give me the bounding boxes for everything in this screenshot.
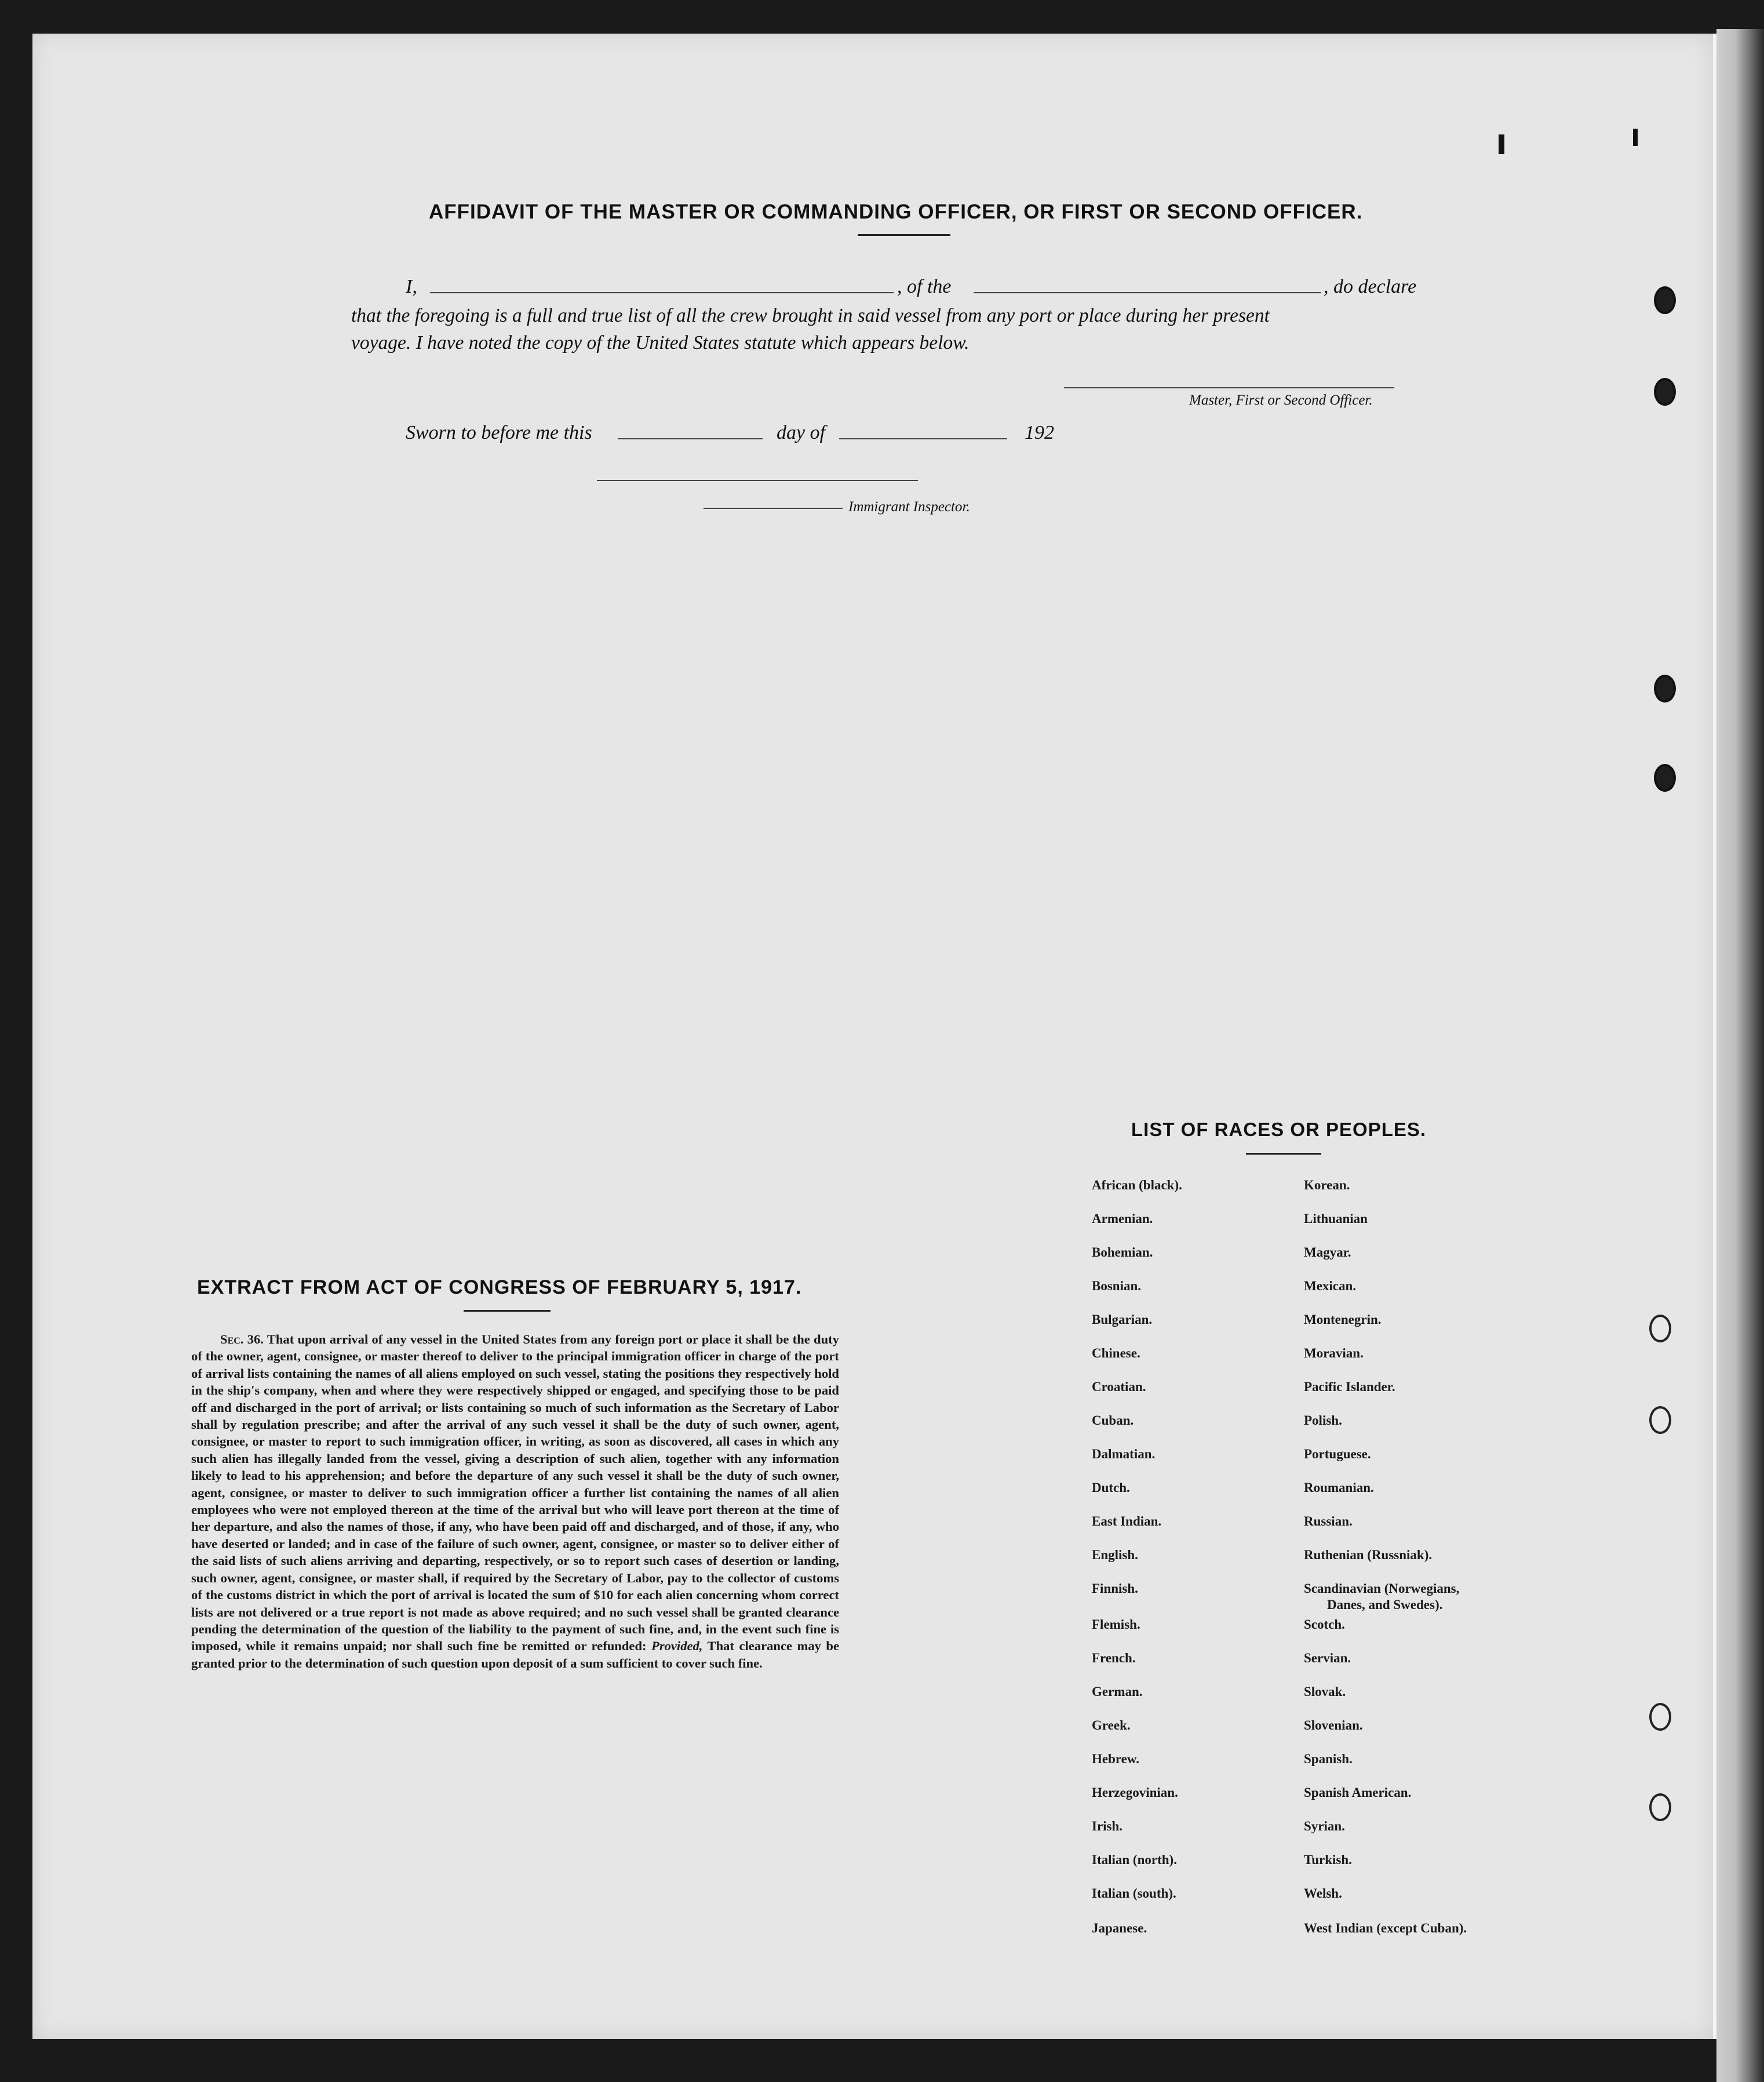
race-item: Lithuanian (1304, 1211, 1368, 1226)
race-item: Danes, and Swedes). (1327, 1597, 1443, 1612)
affidavit-line-3: voyage. I have noted the copy of the United States statute which appears below. (351, 332, 970, 354)
ink-mark (1499, 134, 1504, 154)
sworn-day-field[interactable] (618, 438, 763, 439)
provided-label: Provided, (651, 1639, 703, 1654)
punch-hole (1649, 1406, 1671, 1434)
punch-hole (1649, 1315, 1671, 1342)
punch-hole (1649, 1703, 1671, 1731)
vessel-name-field[interactable] (974, 292, 1321, 293)
punch-hole (1654, 378, 1676, 406)
punch-hole (1654, 764, 1676, 792)
extract-title-rule (464, 1310, 551, 1312)
race-item: Finnish. (1092, 1581, 1138, 1596)
race-item: Italian (north). (1092, 1852, 1177, 1867)
race-item: English. (1092, 1548, 1138, 1562)
race-item: Servian. (1304, 1651, 1351, 1665)
sworn-month-field[interactable] (839, 438, 1007, 439)
race-item: Turkish. (1304, 1852, 1352, 1867)
race-item: Spanish American. (1304, 1785, 1412, 1800)
race-item: Croatian. (1092, 1379, 1146, 1394)
race-item: Herzegovinian. (1092, 1785, 1178, 1800)
race-item: Italian (south). (1092, 1886, 1176, 1901)
statute-text (191, 1331, 839, 1672)
inspector-label: Immigrant Inspector. (848, 499, 970, 515)
section-label: Sec. 36. (220, 1332, 264, 1346)
race-item: Bohemian. (1092, 1245, 1153, 1260)
races-title-rule (1246, 1153, 1321, 1155)
affidavit-do-declare: , do declare (1324, 276, 1417, 297)
ink-mark (1633, 129, 1638, 146)
sworn-day-of: day of (777, 422, 826, 443)
race-item: Moravian. (1304, 1346, 1364, 1360)
race-item: East Indian. (1092, 1514, 1162, 1528)
race-item: Scotch. (1304, 1617, 1345, 1632)
race-item: Slovak. (1304, 1684, 1346, 1699)
master-signature-field[interactable] (1064, 387, 1394, 388)
master-signature-label: Master, First or Second Officer. (1189, 392, 1373, 408)
race-item: Slovenian. (1304, 1718, 1363, 1732)
race-item: Portuguese. (1304, 1447, 1371, 1461)
extract-title: EXTRACT FROM ACT OF CONGRESS OF FEBRUARY 5, 1917. (197, 1276, 802, 1298)
race-item: African (black). (1092, 1178, 1182, 1192)
race-item: Greek. (1092, 1718, 1131, 1732)
affidavit-line-2: that the foregoing is a full and true list of all the crew brought in said vessel from any port or place during her present (351, 305, 1270, 326)
race-item: Bulgarian. (1092, 1312, 1153, 1327)
race-item: Syrian. (1304, 1819, 1345, 1833)
race-item: Montenegrin. (1304, 1312, 1382, 1327)
statute-body-part1: That upon arrival of any vessel in the United States from any foreign port or place it shall be the duty of the owner, agent, consignee, or master thereof to deliver to the principal immigration officer in charge of the port of arrival lists containing the names of all aliens employed on such vessel, stating the positions they respectively hold in the ship's company, when and where they were respectively shipped or engaged, and specifying those to be paid off and discharged in the port of arrival; or lists containing so much of such information as the Secretary of Labor shall by regulation prescribe; and after the arrival of any such vessel it shall be the duty of such owner, agent, consignee, or master to report to such immigration officer, in writing, as soon as discovered, all cases in which any such alien has illegally landed from the vessel, giving a description of such alien, together with any information likely to lead to his apprehension; and before the departure of any such vessel it shall be the duty of such owner, agent, consignee, or master to deliver to such immigration officer a further list containing the names of all alien employees who were not employed thereon at the time of the arrival but who will leave port thereon at the time of her departure, and also the names of those, if any, who have been paid off and discharged, and of those, if any, who have deserted or landed; and in case of the failure of such owner, agent, consignee, or master so to deliver either of the said lists of such aliens arriving and departing, respectively, or so to report such cases of desertion or landing, such owner, agent, consignee, or master shall, if required by the Secretary of Labor, pay to the collector of customs of the customs district in which the port of arrival is located the sum of $10 for each alien concerning whom correct lists are not delivered or a true report is not made as above required; and no such vessel shall be granted clearance pending the determination of the question of the liability to the payment of such fine, and, in the event such fine is imposed, while it remains unpaid; nor shall such fine be remitted or refunded: (191, 1332, 839, 1654)
sworn-prefix: Sworn to before me this (406, 422, 592, 443)
race-item: Flemish. (1092, 1617, 1140, 1632)
punch-hole (1654, 675, 1676, 703)
race-item: Dutch. (1092, 1480, 1130, 1495)
race-item: West Indian (except Cuban). (1304, 1921, 1467, 1935)
race-item: Cuban. (1092, 1413, 1134, 1428)
races-title: LIST OF RACES OR PEOPLES. (1131, 1119, 1427, 1140)
punch-hole (1654, 286, 1676, 314)
race-item: Chinese. (1092, 1346, 1140, 1360)
affidavit-title: AFFIDAVIT OF THE MASTER OR COMMANDING OFFICER, OR FIRST OR SECOND OFFICER. (429, 201, 1363, 223)
race-item: Spanish. (1304, 1752, 1353, 1766)
race-item: Dalmatian. (1092, 1447, 1156, 1461)
race-item: Korean. (1304, 1178, 1350, 1192)
page-edge-shadow (1716, 29, 1764, 2082)
statute-body-part2: That clearance may be granted prior to the determination of such question upon deposit of a sum sufficient to cover such fine. (191, 1639, 839, 1670)
race-item: Welsh. (1304, 1886, 1342, 1901)
affidavit-i: I, (406, 276, 417, 297)
race-item: Bosnian. (1092, 1279, 1142, 1293)
race-item: Polish. (1304, 1413, 1342, 1428)
affidavit-of-the: , of the (897, 276, 952, 297)
inspector-signature-underline (704, 508, 843, 509)
race-item: Magyar. (1304, 1245, 1351, 1260)
race-item: Pacific Islander. (1304, 1379, 1395, 1394)
race-item: French. (1092, 1651, 1136, 1665)
affidavit-title-rule (858, 234, 950, 236)
race-item: Irish. (1092, 1819, 1123, 1833)
inspector-signature-field[interactable] (597, 480, 918, 481)
race-item: Hebrew. (1092, 1752, 1139, 1766)
race-item: Scandinavian (Norwegians, (1304, 1581, 1460, 1596)
race-item: German. (1092, 1684, 1143, 1699)
race-item: Armenian. (1092, 1211, 1153, 1226)
punch-hole (1649, 1793, 1671, 1821)
race-item: Mexican. (1304, 1279, 1357, 1293)
officer-name-field[interactable] (430, 292, 894, 293)
race-item: Ruthenian (Russniak). (1304, 1548, 1433, 1562)
sworn-year: 192 (1025, 422, 1054, 443)
race-item: Japanese. (1092, 1921, 1147, 1935)
race-item: Roumanian. (1304, 1480, 1374, 1495)
race-item: Russian. (1304, 1514, 1353, 1528)
